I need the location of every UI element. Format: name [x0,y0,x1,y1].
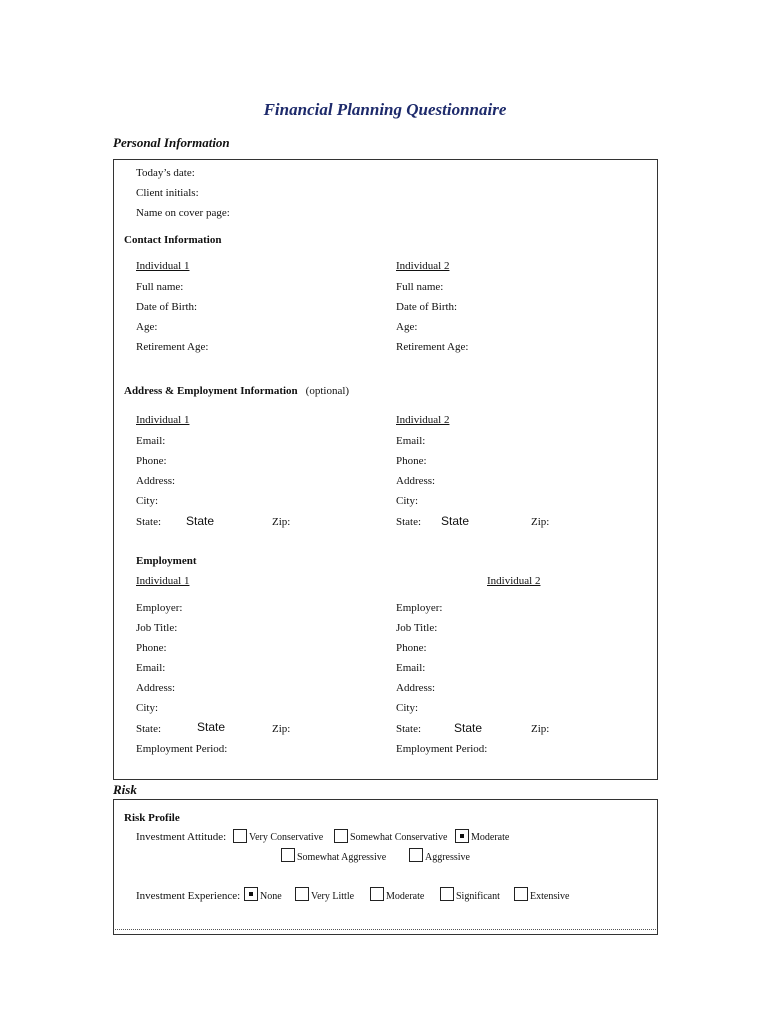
contact-individual-2-heading: Individual 2 [396,260,450,272]
risk-box-dotted-divider [115,929,656,930]
employment-individual-2-heading: Individual 2 [487,575,541,587]
contact-information-heading: Contact Information [124,234,222,246]
zip-label-1: Zip: [272,516,291,528]
phone-label-1: Phone: [136,455,167,467]
full-name-label-2: Full name: [396,281,444,293]
attitude-somewhat-conservative-label: Somewhat Conservative [350,832,448,843]
address-label-2: Address: [396,475,436,487]
investment-experience-label: Investment Experience: [136,890,241,902]
zip-label-2: Zip: [531,516,550,528]
todays-date-label: Today’s date: [136,167,195,179]
city-label-2: City: [396,495,419,507]
emp-phone-label-2: Phone: [396,642,427,654]
optional-note: (optional) [305,385,350,397]
address-individual-2-heading: Individual 2 [396,414,450,426]
investment-attitude-label: Investment Attitude: [136,831,227,843]
emp-state-label-1: State: [136,723,162,735]
state-label-1: State: [136,516,162,528]
attitude-very-conservative-checkbox[interactable] [233,829,247,843]
contact-individual-1-heading: Individual 1 [136,260,190,272]
emp-city-label-2: City: [396,702,419,714]
attitude-somewhat-conservative-checkbox[interactable] [334,829,348,843]
experience-significant-checkbox[interactable] [440,887,454,901]
dob-label-2: Date of Birth: [396,301,458,313]
attitude-moderate-checkbox[interactable] [455,829,469,843]
experience-extensive-label: Extensive [530,891,570,902]
state-select-1[interactable]: State [186,514,215,528]
emp-address-label-1: Address: [136,682,176,694]
emp-email-label-2: Email: [396,662,426,674]
address-employment-heading: Address & Employment Information [124,385,298,397]
dob-label-1: Date of Birth: [136,301,198,313]
risk-box [113,799,658,935]
risk-profile-heading: Risk Profile [124,812,180,824]
personal-information-heading: Personal Information [113,135,230,150]
employment-individual-1-heading: Individual 1 [136,575,190,587]
emp-address-label-2: Address: [396,682,436,694]
state-select-2[interactable]: State [441,514,470,528]
attitude-aggressive-checkbox[interactable] [409,848,423,862]
employment-period-label-2: Employment Period: [396,743,488,755]
employment-heading: Employment [136,555,197,567]
attitude-moderate-label: Moderate [471,832,510,843]
experience-extensive-checkbox[interactable] [514,887,528,901]
full-name-label-1: Full name: [136,281,184,293]
email-label-1: Email: [136,435,166,447]
employment-period-label-1: Employment Period: [136,743,228,755]
retirement-age-label-2: Retirement Age: [396,341,469,353]
client-initials-label: Client initials: [136,187,199,199]
emp-city-label-1: City: [136,702,159,714]
address-label-1: Address: [136,475,176,487]
emp-zip-label-2: Zip: [531,723,550,735]
experience-significant-label: Significant [456,891,500,902]
city-label-1: City: [136,495,159,507]
attitude-somewhat-aggressive-label: Somewhat Aggressive [297,852,387,863]
employer-label-2: Employer: [396,602,443,614]
job-title-label-1: Job Title: [136,622,178,634]
attitude-somewhat-aggressive-checkbox[interactable] [281,848,295,862]
page-title: Financial Planning Questionnaire [263,100,507,119]
emp-phone-label-1: Phone: [136,642,167,654]
phone-label-2: Phone: [396,455,427,467]
emp-zip-label-1: Zip: [272,723,291,735]
risk-heading: Risk [113,782,137,797]
personal-information-box [113,159,658,780]
employer-label-1: Employer: [136,602,183,614]
emp-state-label-2: State: [396,723,422,735]
experience-very-little-label: Very Little [311,891,355,902]
name-on-cover-label: Name on cover page: [136,207,230,219]
experience-none-checkbox[interactable] [244,887,258,901]
experience-moderate-checkbox[interactable] [370,887,384,901]
emp-state-select-1[interactable]: State [197,720,226,734]
emp-state-select-2[interactable]: State [454,721,483,735]
state-label-2: State: [396,516,422,528]
experience-very-little-checkbox[interactable] [295,887,309,901]
experience-none-label: None [260,891,282,902]
attitude-very-conservative-label: Very Conservative [249,832,324,843]
job-title-label-2: Job Title: [396,622,438,634]
experience-moderate-label: Moderate [386,891,425,902]
address-individual-1-heading: Individual 1 [136,414,190,426]
age-label-1: Age: [136,321,158,333]
email-label-2: Email: [396,435,426,447]
age-label-2: Age: [396,321,418,333]
retirement-age-label-1: Retirement Age: [136,341,209,353]
attitude-aggressive-label: Aggressive [425,852,470,863]
emp-email-label-1: Email: [136,662,166,674]
address-employment-heading-row [124,381,349,399]
